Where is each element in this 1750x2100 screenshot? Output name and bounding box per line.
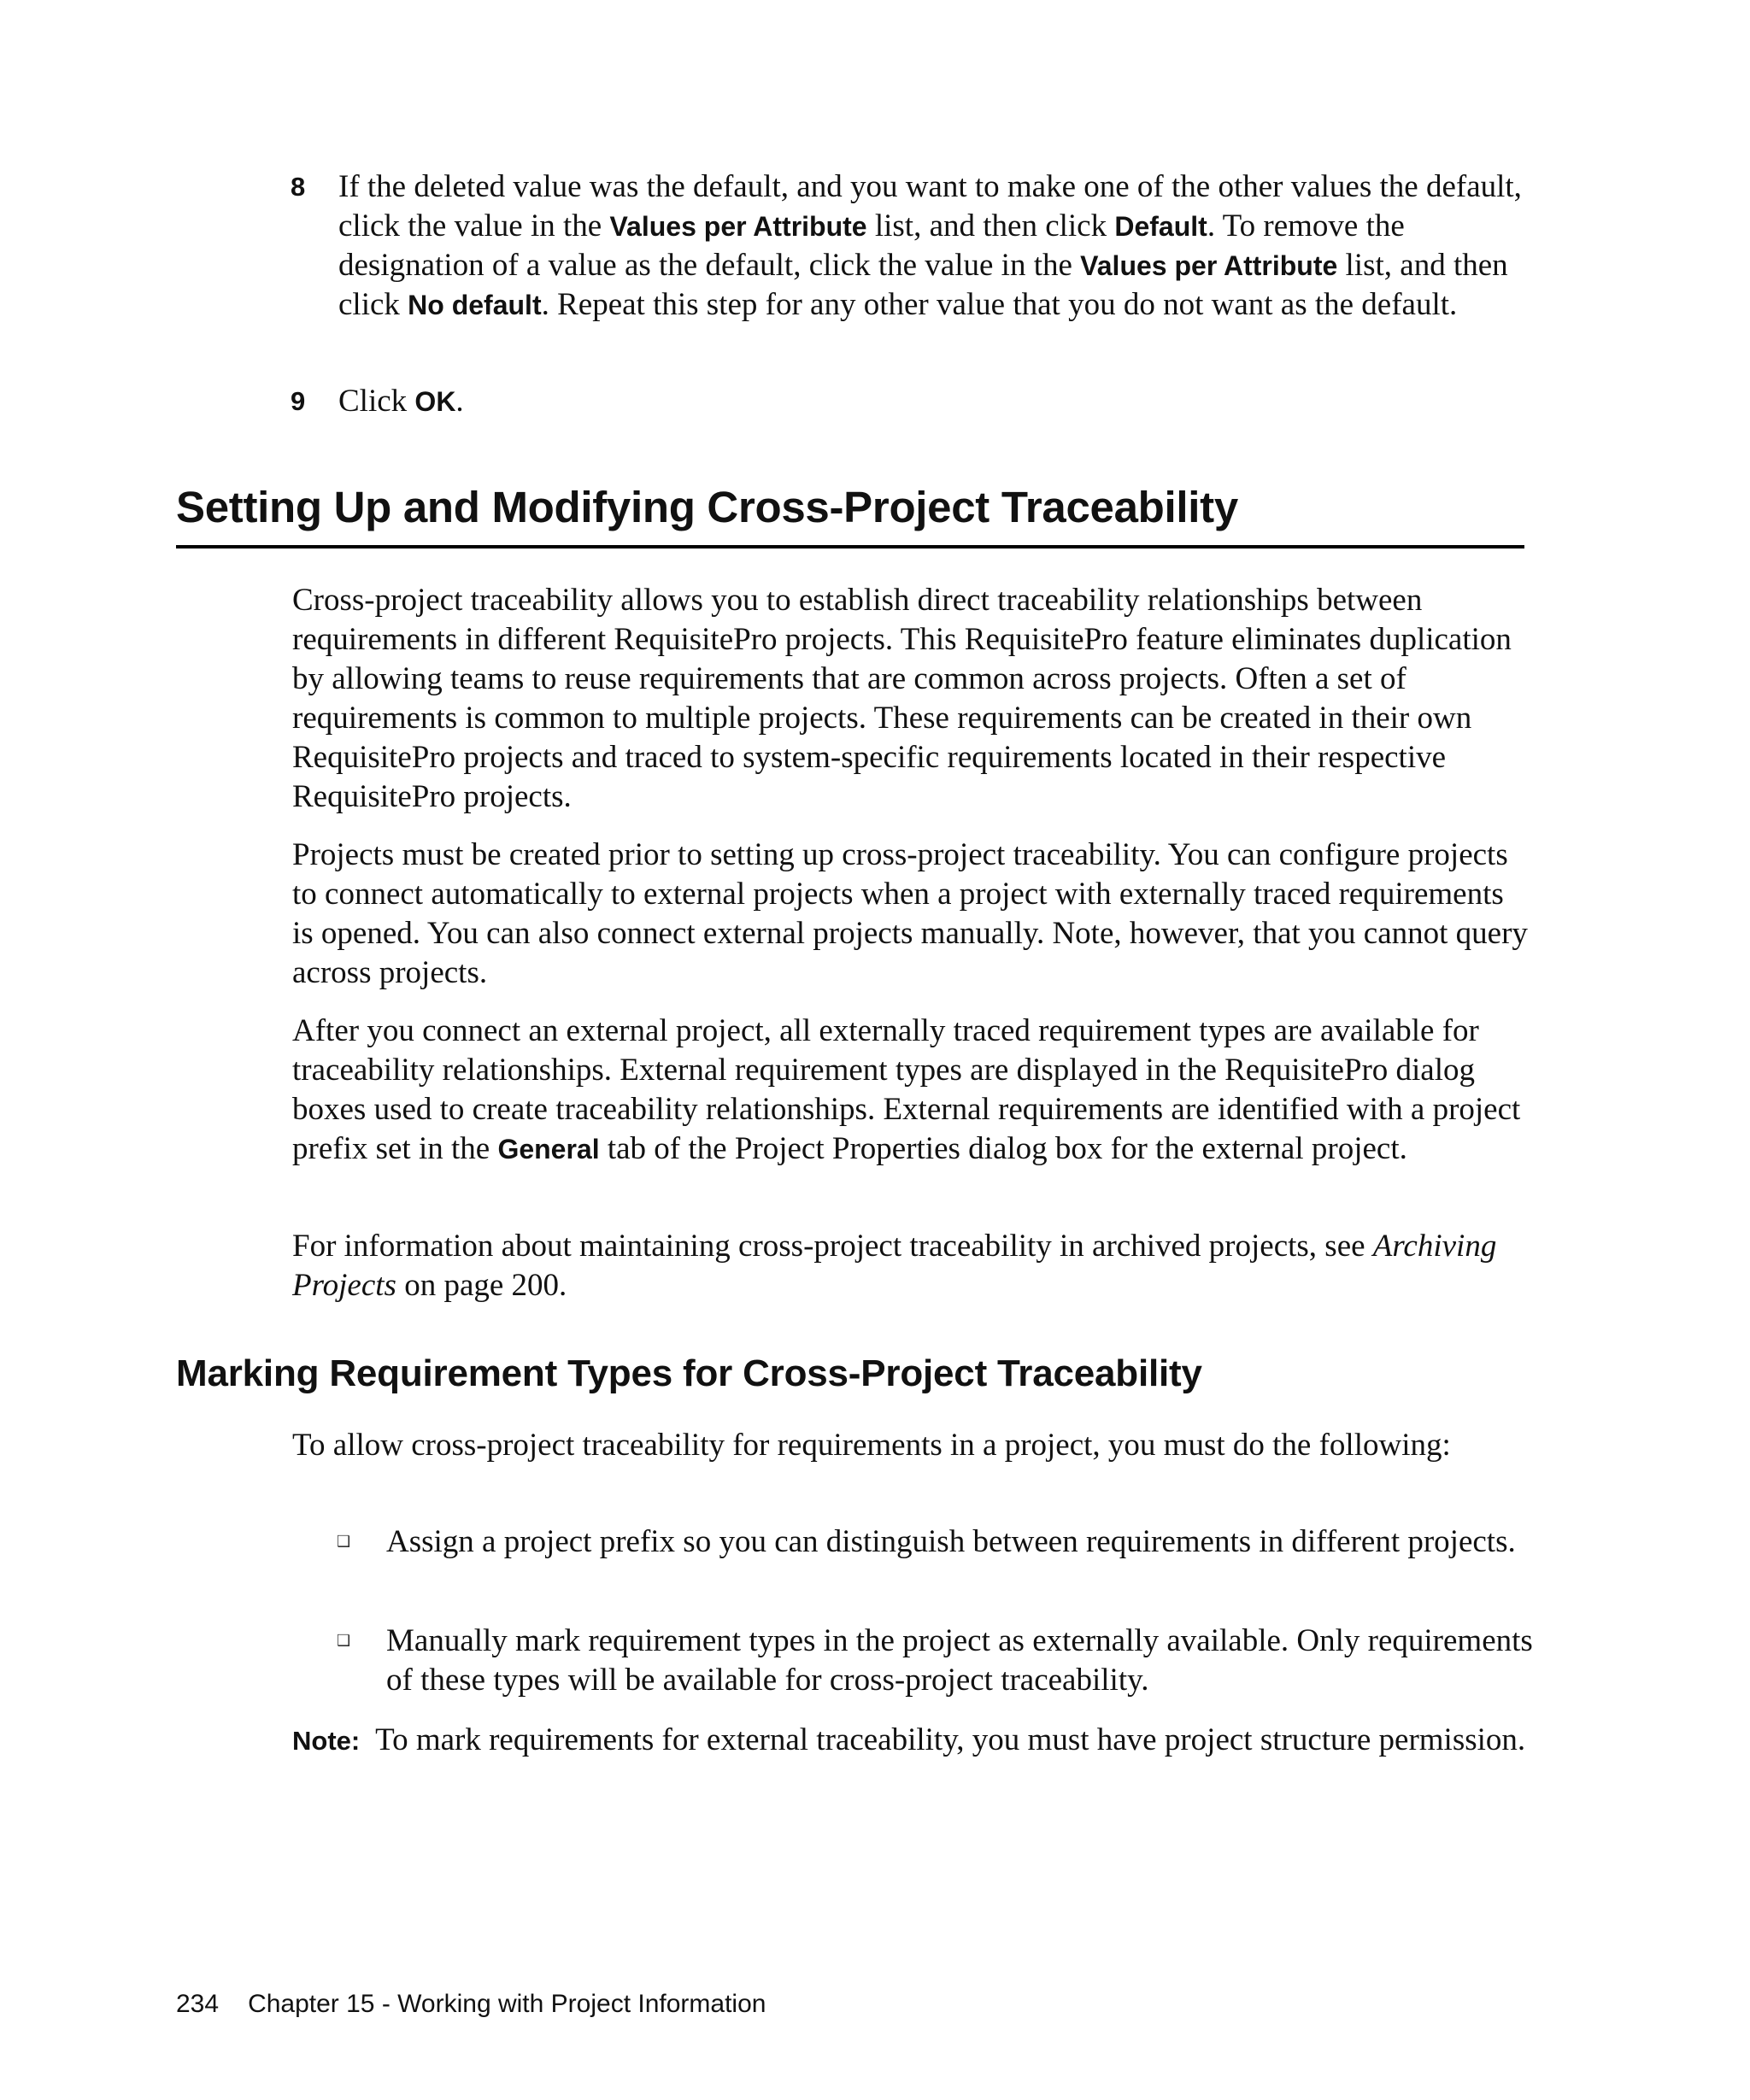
checkbox-bullet-icon: ❑ [337, 1533, 351, 1551]
ui-term-default: Default [1114, 211, 1207, 242]
step-text: Click OK. [338, 384, 464, 419]
paragraph-subsection-intro: To allow cross-project traceability for requirements in a project, you must do the following: [292, 1428, 1451, 1463]
cross-reference-link[interactable]: Archiving Projects [292, 1229, 1497, 1303]
subsection-heading: Marking Requirement Types for Cross-Project Traceability [176, 1352, 1202, 1394]
note-text: To mark requirements for external traceability, you must have project structure permission. [375, 1722, 1526, 1757]
paragraph-setup: Projects must be created prior to setting up cross-project traceability. You can configure projects to connect automatically to external projects when a project with externally traced requirements is opened. You can also connect external projects manually. Note, however, that you cannot query across projects. [292, 837, 1528, 990]
ui-term-ok: OK [414, 386, 456, 417]
page-number: 234 [176, 1990, 220, 2018]
step-9 [291, 382, 1538, 421]
step-number: 8 [291, 172, 306, 202]
step-number: 9 [291, 386, 306, 416]
list-item: ❑ Assign a project prefix so you can distinguish between requirements in different projects. [337, 1522, 1533, 1562]
paragraph-intro: Cross-project traceability allows you to establish direct traceability relationships between requirements in different RequisitePro projects. This RequisitePro feature eliminates duplication by allowing teams to reuse requirements that are common across projects. Often a set of requirements is common to multiple projects. These requirements can be created in their own RequisitePro projects and traced to system-specific requirements located in their respective RequisitePro projects. [292, 583, 1512, 814]
ui-term-general: General [497, 1134, 600, 1164]
chapter-title: Chapter 15 - Working with Project Information [248, 1990, 766, 2018]
step-text: If the deleted value was the default, and you want to make one of the other values the default, click the value in the Values per Attribute list, and then click Default. To remove the designation of a value as the default, click the value in the Values per Attribute list, and then click No default. Repeat this step for any other value that you do not want as the default. [338, 169, 1522, 322]
ui-term-values-per-attribute: Values per Attribute [609, 211, 867, 242]
step-8 [291, 167, 1538, 325]
section-heading: Setting Up and Modifying Cross-Project Traceability [176, 483, 1238, 531]
note-label: Note: [292, 1726, 361, 1756]
note [292, 1721, 1540, 1761]
list-item: ❑ Manually mark requirement types in the project as externally available. Only requirements of these types will be available for cross-project traceability. [337, 1622, 1533, 1700]
page-footer [176, 1987, 766, 2021]
checkbox-bullet-icon: ❑ [337, 1632, 351, 1650]
ui-term-values-per-attribute: Values per Attribute [1080, 250, 1338, 281]
paragraph-external: After you connect an external project, all externally traced requirement types are available for traceability relationships. External requirement types are displayed in the RequisitePro dialog boxes used to create traceability relationships. External requirements are identified with a project prefix set in the General tab of the Project Properties dialog box for the external project. [292, 1013, 1521, 1166]
ui-term-no-default: No default [408, 290, 542, 320]
paragraph-archiving: For information about maintaining cross-project traceability in archived projects, see Archiving Projects on page 200. [292, 1229, 1497, 1303]
heading-rule [176, 545, 1524, 548]
